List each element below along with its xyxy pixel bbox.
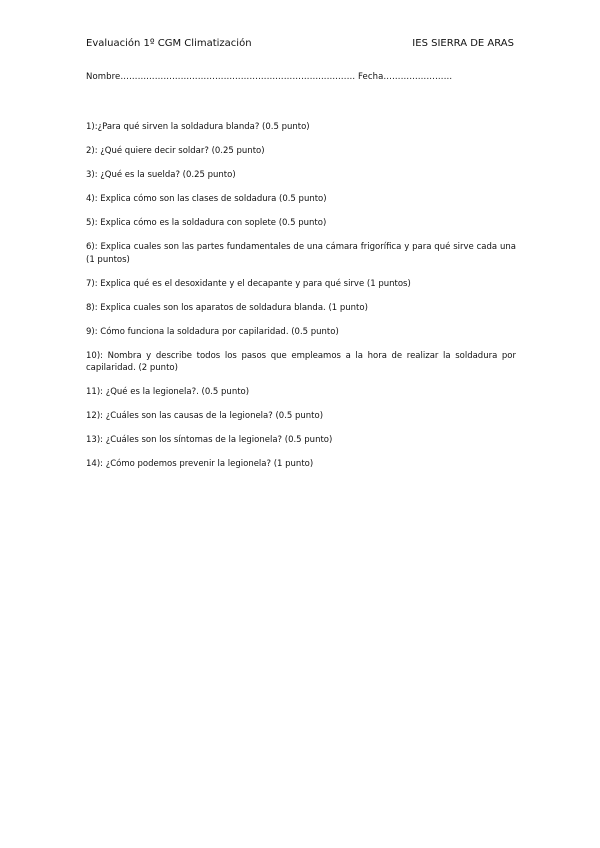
- question-item: 9): Cómo funciona la soldadura por capilaridad. (0.5 punto): [86, 326, 339, 337]
- question-item: 7): Explica qué es el desoxidante y el decapante y para qué sirve (1 puntos): [86, 278, 411, 289]
- question-item: 5): Explica cómo es la soldadura con soplete (0.5 punto): [86, 218, 327, 228]
- name-date-line: Nombre……………………………………………………………...…….… Fecha……………………: [86, 72, 453, 82]
- question-list: [86, 121, 516, 482]
- question-item: 4): Explica cómo son las clases de soldadura (0.5 punto): [86, 194, 327, 204]
- question-item: 2): ¿Qué quiere decir soldar? (0.25 punto): [86, 146, 265, 156]
- question-item: 6): Explica cuales son las partes fundamentales de una cámara frigorífica y para qué sirve cada una (1 puntos): [86, 242, 516, 265]
- question-item: 1):¿Para qué sirven la soldadura blanda? (0.5 punto): [86, 122, 310, 132]
- question-item: 12): ¿Cuáles son las causas de la legionela? (0.5 punto): [86, 411, 324, 421]
- question-item: 3): ¿Qué es la suelda? (0.25 punto): [86, 170, 236, 180]
- page-header: [86, 37, 514, 53]
- school-name: IES SIERRA DE ARAS: [412, 38, 514, 49]
- question-item: 13): ¿Cuáles son los síntomas de la legionela? (0.5 punto): [86, 435, 333, 445]
- exam-title: Evaluación 1º CGM Climatización: [86, 38, 252, 49]
- question-item: 11): ¿Qué es la legionela?. (0.5 punto): [86, 387, 250, 397]
- question-item: 8): Explica cuales son los aparatos de soldadura blanda. (1 punto): [86, 302, 368, 313]
- question-item: 14): ¿Cómo podemos prevenir la legionela? (1 punto): [86, 459, 314, 469]
- question-item: 10): Nombra y describe todos los pasos que empleamos a la hora de realizar la soldadura por capilaridad. (2 punto): [86, 350, 516, 373]
